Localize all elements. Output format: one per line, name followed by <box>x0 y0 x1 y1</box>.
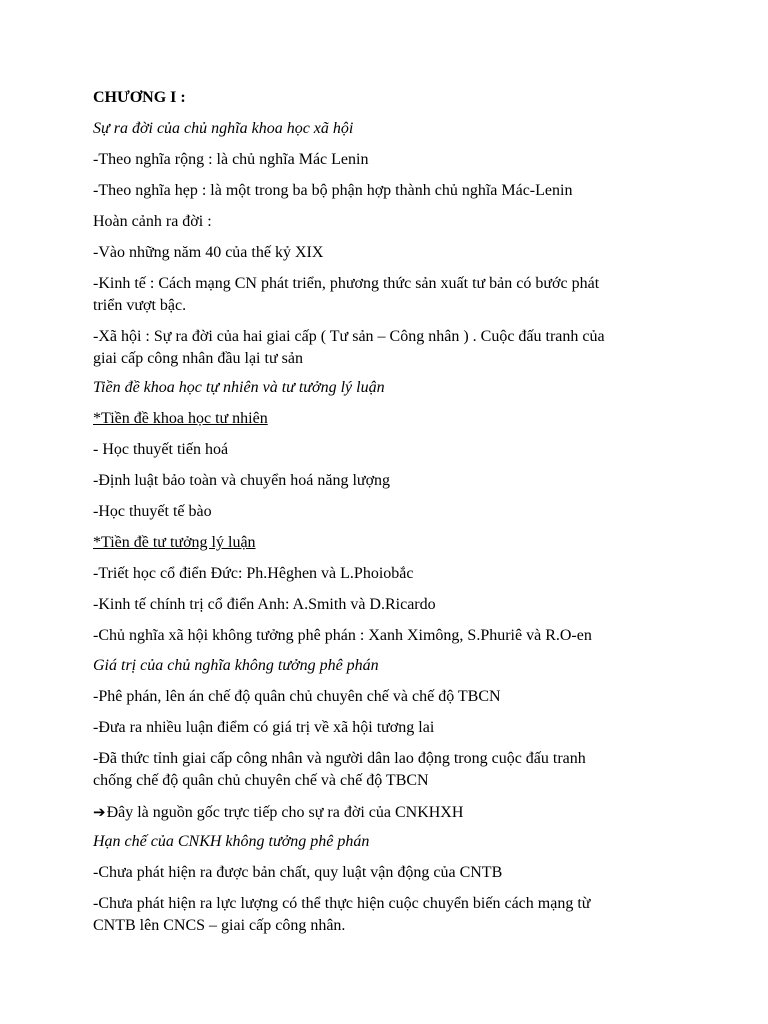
context-years-line: -Vào những năm 40 của thế kỷ XIX <box>93 244 324 261</box>
context-heading: Hoàn cảnh ra đời : <box>93 213 212 230</box>
value-item: -Đưa ra nhiều luận điểm có giá trị về xã hội tương lai <box>93 719 435 736</box>
conclusion-line <box>93 801 693 824</box>
limits-item-2-line-1: -Chưa phát hiện ra lực lượng có thể thực hiện cuộc chuyển biến cách mạng từ <box>93 895 591 912</box>
economy-line-2: triển vượt bậc. <box>93 297 187 314</box>
section-heading-value: Giá trị của chủ nghĩa không tưởng phê phán <box>93 657 379 674</box>
section-heading-birth: Sự ra đời của chủ nghĩa khoa học xã hội <box>93 120 354 137</box>
right-arrow-icon: ➔ <box>93 803 106 821</box>
awaken-line-2: chống chế độ quân chủ chuyên chế và chế độ TBCN <box>93 772 429 789</box>
conclusion-text: Đây là nguồn gốc trực tiếp cho sự ra đời của CNKHXH <box>106 804 464 821</box>
theory-item: -Kinh tế chính trị cổ điển Anh: A.Smith và D.Ricardo <box>93 596 436 613</box>
society-line-2: giai cấp công nhân đầu lại tư sản <box>93 350 303 367</box>
limits-item-2-line-2: CNTB lên CNCS – giai cấp công nhân. <box>93 917 346 934</box>
natural-item: -Định luật bảo toàn và chuyển hoá năng lượng <box>93 472 391 489</box>
section-heading-premises: Tiền đề khoa học tự nhiên và tư tưởng lý luận <box>93 379 385 396</box>
awaken-line-1: -Đã thức tỉnh giai cấp công nhân và người dân lao động trong cuộc đấu tranh <box>93 750 586 767</box>
limits-item-1: -Chưa phát hiện ra được bản chất, quy luật vận động của CNTB <box>93 864 503 881</box>
theory-item: -Chủ nghĩa xã hội không tưởng phê phán : Xanh Ximông, S.Phuriê và R.O-en <box>93 627 592 644</box>
narrow-meaning-line: -Theo nghĩa hẹp : là một trong ba bộ phận hợp thành chủ nghĩa Mác-Lenin <box>93 182 573 199</box>
broad-meaning-line: -Theo nghĩa rộng : là chủ nghĩa Mác Lenin <box>93 151 369 168</box>
society-line-1: -Xã hội : Sự ra đời của hai giai cấp ( Tư sản – Công nhân ) . Cuộc đấu tranh của <box>93 328 605 345</box>
natural-science-heading: *Tiền đề khoa học tư nhiên <box>93 410 268 427</box>
value-item: -Phê phán, lên án chế độ quân chủ chuyên chế và chế độ TBCN <box>93 688 501 705</box>
natural-item: -Học thuyết tế bào <box>93 503 212 520</box>
economy-line-1: -Kinh tế : Cách mạng CN phát triển, phương thức sản xuất tư bản có bước phát <box>93 275 600 292</box>
section-heading-limits: Hạn chế của CNKH không tưởng phê phán <box>93 833 370 850</box>
natural-item: - Học thuyết tiến hoá <box>93 441 229 458</box>
theory-heading: *Tiền đề tư tưởng lý luận <box>93 534 256 551</box>
theory-item: -Triết học cổ điển Đức: Ph.Hêghen và L.Phoiobắc <box>93 565 414 582</box>
chapter-heading: CHƯƠNG I : <box>93 89 186 106</box>
